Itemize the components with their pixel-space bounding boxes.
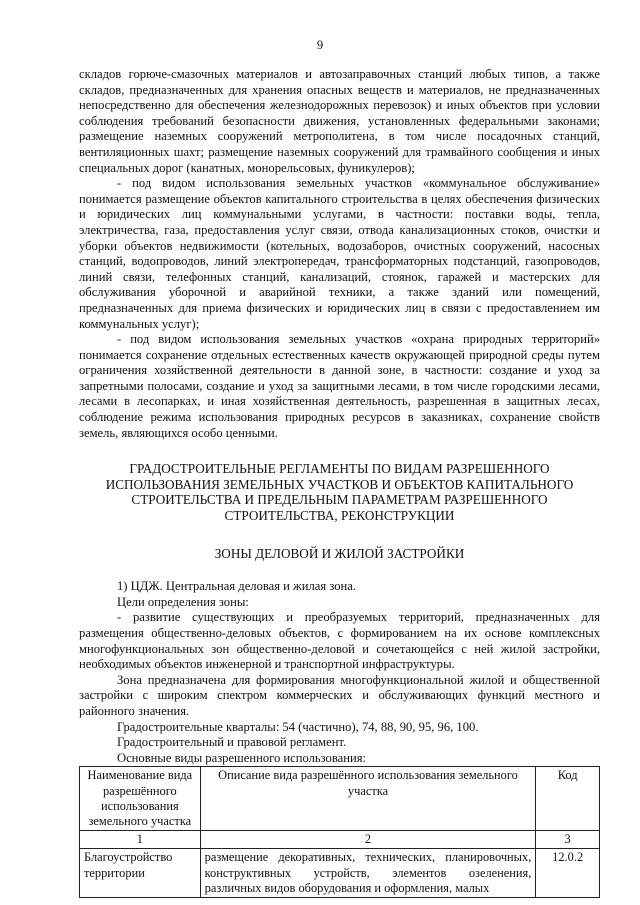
page-number: 9 bbox=[316, 38, 324, 52]
index-cell: 3 bbox=[536, 831, 600, 849]
quarters-line: Градостроительные кварталы: 54 (частично), 74, 88, 90, 95, 96, 100. bbox=[117, 719, 479, 734]
communal-services-paragraph: - под видом использования земельных участков «коммунальное обслуживание» понимается размещение объектов капитального строительства в целях обеспечения физических и юридических лиц коммунальными услугами, в частности: поставки воды, тепла, электричества, газа, предоставления услуг связи, отвода канализационных стоков, очистки и уборки объектов недвижимости (котельных, водозаборов, очистных сооружений, насосных станций, водопроводов, линий электропередач, трансформаторных подстанций, газопроводов, линий связи, телефонных станций, канализаций, стоянок, гаражей и мастерских для обслуживания уборочной и аварийной техники, а также зданий или помещений, предназначенных для приема физических и юридических лиц в связи с предоставлением им коммунальных услуг); bbox=[79, 176, 600, 331]
document-body bbox=[79, 67, 600, 898]
table-row bbox=[80, 849, 600, 898]
zone-purpose: Зона предназначена для формирования многофункциональной жилой и общественной застройки с широким спектром коммерческих и обслуживающих функций местного и районного значения. bbox=[79, 672, 600, 718]
nature-protection-paragraph: - под видом использования земельных участков «охрана природных территорий» понимается сохранение отдельных естественных качеств окружающей природной среды путем ограничения хозяйственной деятельности в данной зоне, в частности: создание и уход за запретными полосами, создание и уход за защитными лесами, в том числе городскими лесами, лесами в лесопарках, и иная хозяйственная деятельность, разрешенная в защитных лесах, соблюдение режима использования природных ресурсов в заказниках, сохранение свойств земель, являющихся особо ценными. bbox=[79, 332, 600, 440]
use-name-cell: Благоустройство территории bbox=[80, 849, 201, 898]
table-header-row bbox=[80, 767, 600, 831]
permitted-uses-table bbox=[79, 766, 600, 898]
header-description: Описание вида разрешённого использования земельного участка bbox=[200, 767, 536, 831]
zone-title: 1) ЦДЖ. Центральная деловая и жилая зона. bbox=[117, 579, 356, 594]
index-cell: 1 bbox=[80, 831, 201, 849]
regulation-label: Градостроительный и правовой регламент. bbox=[117, 735, 347, 750]
header-code: Код bbox=[536, 767, 600, 831]
use-code-cell: 12.0.2 bbox=[536, 849, 600, 898]
zone-goals-label: Цели определения зоны: bbox=[117, 594, 249, 609]
table-index-row bbox=[80, 831, 600, 849]
intro-continuation-paragraph: складов горюче-смазочных материалов и автозаправочных станций любых типов, а также складов, предназначенных для хранения опасных веществ и материалов, не предназначенных непосредственно для обеспечения железнодорожных перевозок) и иных объектов при условии соблюдения требований безопасности движения, установленных федеральными законами; размещение наземных сооружений метрополитена, в том числе посадочных станций, вентиляционных шахт; размещение наземных сооружений для трамвайного сообщения и иных специальных дорог (канатных, монорельсовых, фуникулеров); bbox=[79, 67, 600, 175]
header-name: Наименование вида разрешённого использования земельного участка bbox=[80, 767, 201, 831]
main-uses-label: Основные виды разрешенного использования: bbox=[117, 750, 366, 765]
zone-goals-text: - развитие существующих и преобразуемых территорий, предназначенных для размещения общественно-деловых объектов, с формированием на их основе комплексных многофункциональных зон общественно-деловой и сочетающейся с ней жилой застройки, необходимых объектов инженерной и транспортной инфраструктуры. bbox=[79, 610, 600, 672]
subsection-heading: ЗОНЫ ДЕЛОВОЙ И ЖИЛОЙ ЗАСТРОЙКИ bbox=[214, 545, 465, 561]
use-description-cell: размещение декоративных, технических, планировочных, конструктивных устройств, элементов озеленения, различных видов оборудования и оформления, малых bbox=[200, 849, 536, 898]
section-heading: ГРАДОСТРОИТЕЛЬНЫЕ РЕГЛАМЕНТЫ ПО ВИДАМ РАЗРЕШЕННОГО ИСПОЛЬЗОВАНИЯ ЗЕМЕЛЬНЫХ УЧАСТКОВ И ОБЪЕКТОВ КАПИТАЛЬНОГО СТРОИТЕЛЬСТВА И ПРЕДЕЛЬНЫМ ПАРАМЕТРАМ РАЗРЕШЕННОГО СТРОИТЕЛЬСТВА, РЕКОНСТРУКЦИИ bbox=[105, 461, 574, 524]
index-cell: 2 bbox=[200, 831, 536, 849]
